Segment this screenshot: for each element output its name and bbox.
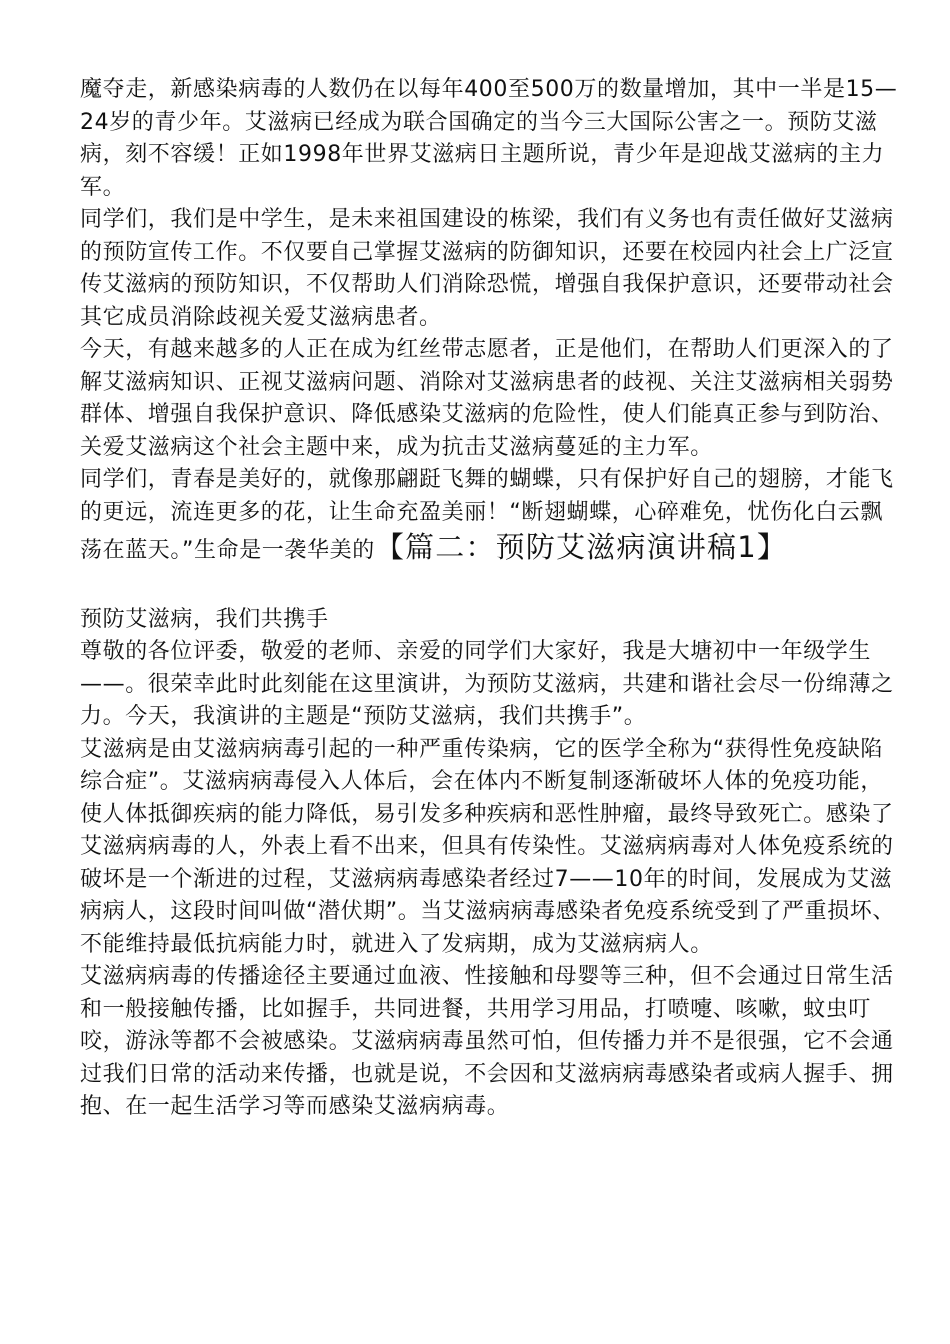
section-heading: 【篇二：预防艾滋病演讲稿1】 [374, 530, 788, 564]
section-title: 预防艾滋病，我们共携手 [80, 606, 329, 632]
section-gap [80, 568, 900, 604]
paragraph-statistics: 魔夺走，新感染病毒的人数仍在以每年400至500万的数量增加，其中一半是15—24岁的青少年。艾滋病已经成为联合国确定的当今三大国际公害之一。预防艾滋病，刻不容缓！正如1998年世界艾滋病日主题所说，青少年是迎战艾滋病的主力军。 [80, 77, 898, 200]
document-body [80, 74, 900, 1124]
paragraph-aids-definition: 艾滋病是由艾滋病病毒引起的一种严重传染病，它的医学全称为“获得性免疫缺陷综合症”。艾滋病病毒侵入人体后，会在体内不断复制逐渐破坏人体的免疫功能，使人体抵御疾病的能力降低，易引发多种疾病和恶性肿瘤，最终导致死亡。感染了艾滋病病毒的人，外表上看不出来，但具有传染性。艾滋病病毒对人体免疫系统的破坏是一个渐进的过程，艾滋病病毒感染者经过7——10年的时间，发展成为艾滋病病人，这段时间叫做“潜伏期”。当艾滋病病毒感染者免疫系统受到了严重损坏、不能维持最低抗病能力时，就进入了发病期，成为艾滋病病人。 [80, 736, 895, 957]
paragraph-red-ribbon: 今天，有越来越多的人正在成为红丝带志愿者，正是他们，在帮助人们更深入的了解艾滋病知识、正视艾滋病问题、消除对艾滋病患者的歧视、关注艾滋病相关弱势群体、增强自我保护意识、降低感染艾滋病的危险性，使人们能真正参与到防治、关爱艾滋病这个社会主题中来，成为抗击艾滋病蔓延的主力军。 [80, 337, 894, 460]
closing-text: 同学们，青春是美好的，就像那翩跹飞舞的蝴蝶，只有保护好自己的翅膀，才能飞的更远，流连更多的花，让生命充盈美丽！“断翅蝴蝶，心碎难免，忧伤化白云飘荡在蓝天。”生命是一袭华美的 [80, 467, 894, 563]
paragraph-students-duty: 同学们，我们是中学生，是未来祖国建设的栋梁，我们有义务也有责任做好艾滋病的预防宣传工作。不仅要自己掌握艾滋病的防御知识，还要在校园内社会上广泛宣传艾滋病的预防知识，不仅帮助人们消除恐慌，增强自我保护意识，还要带动社会其它成员消除歧视关爱艾滋病患者。 [80, 207, 894, 330]
paragraph-transmission: 艾滋病病毒的传播途径主要通过血液、性接触和母婴等三种，但不会通过日常生活和一般接触传播，比如握手，共同进餐，共用学习用品，打喷嚏、咳嗽，蚊虫叮咬，游泳等都不会被感染。艾滋病病毒虽然可怕，但传播力并不是很强，它不会通过我们日常的活动来传播，也就是说，不会因和艾滋病病毒感染者或病人握手、拥抱、在一起生活学习等而感染艾滋病病毒。 [80, 964, 894, 1119]
paragraph-greeting: 尊敬的各位评委，敬爱的老师、亲爱的同学们大家好，我是大塘初中一年级学生——。很荣幸此时此刻能在这里演讲，为预防艾滋病，共建和谐社会尽一份绵薄之力。今天，我演讲的主题是“预防艾滋病，我们共携手”。 [80, 639, 894, 729]
paragraph-closing [80, 464, 900, 568]
